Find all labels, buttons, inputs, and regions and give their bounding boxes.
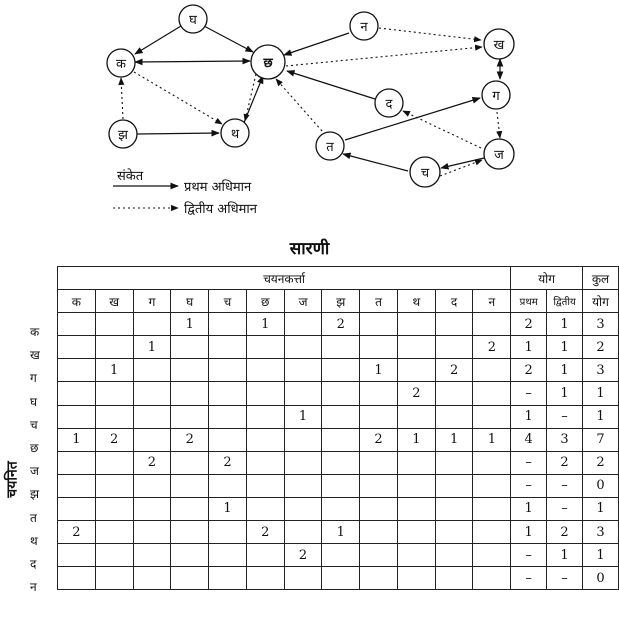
matrix-cell: 2 xyxy=(246,521,284,544)
count-second: 1 xyxy=(547,382,583,405)
table-row xyxy=(58,497,619,520)
count-total: 1 xyxy=(583,497,619,520)
matrix-cell: 1 xyxy=(95,359,133,382)
matrix-cell xyxy=(133,521,171,544)
node-tha xyxy=(221,119,249,147)
matrix-cell xyxy=(435,451,473,474)
matrix-cell xyxy=(246,359,284,382)
matrix-cell: 2 xyxy=(284,544,322,567)
matrix-cell xyxy=(58,382,96,405)
matrix-cell xyxy=(95,382,133,405)
side-label-chosen: चयनित xyxy=(4,461,21,498)
count-first: – xyxy=(511,451,547,474)
edge-ka-chha xyxy=(135,61,250,62)
edge-gha-chha xyxy=(204,26,253,52)
matrix-cell xyxy=(473,521,511,544)
row-label: छ xyxy=(30,440,39,455)
matrix-cell xyxy=(397,451,435,474)
svg-text:ज: ज xyxy=(494,148,504,163)
matrix-cell xyxy=(209,336,247,359)
matrix-cell xyxy=(95,313,133,336)
matrix-cell xyxy=(435,474,473,497)
node-ta xyxy=(316,132,344,160)
edge-gha-ka xyxy=(135,26,181,54)
matrix-cell: 1 xyxy=(284,405,322,428)
matrix-cell xyxy=(284,567,322,590)
matrix-cell: 2 xyxy=(133,451,171,474)
matrix-cell xyxy=(95,336,133,359)
legend-solid-label: प्रथम अधिमान xyxy=(184,180,252,195)
table-row xyxy=(58,544,619,567)
count-first: – xyxy=(511,474,547,497)
matrix-cell xyxy=(284,521,322,544)
matrix-cell xyxy=(171,521,209,544)
matrix-cell xyxy=(209,359,247,382)
row-label: झ xyxy=(30,487,40,502)
matrix-cell xyxy=(435,544,473,567)
count-total: 2 xyxy=(583,451,619,474)
edge-ta-ga xyxy=(345,98,480,140)
matrix-cell: 1 xyxy=(246,313,284,336)
node-cha xyxy=(410,157,440,187)
matrix-cell xyxy=(322,428,360,451)
matrix-cell: 1 xyxy=(58,428,96,451)
matrix-cell xyxy=(473,451,511,474)
matrix-cell xyxy=(58,544,96,567)
row-label: त xyxy=(30,510,37,525)
matrix-cell xyxy=(435,497,473,520)
matrix-cell xyxy=(95,544,133,567)
sociogram-diagram xyxy=(0,0,619,236)
matrix-cell xyxy=(284,382,322,405)
matrix-cell: 1 xyxy=(397,428,435,451)
matrix-cell xyxy=(133,359,171,382)
matrix-cell xyxy=(171,567,209,590)
matrix-cell: 2 xyxy=(397,382,435,405)
matrix-cell xyxy=(435,405,473,428)
edge-ja-cha xyxy=(441,158,484,168)
matrix-cell: 2 xyxy=(171,428,209,451)
matrix-cell xyxy=(171,359,209,382)
matrix-cell xyxy=(322,359,360,382)
edge-cha-ta xyxy=(343,154,408,171)
matrix-cell: 1 xyxy=(360,359,398,382)
header-first: प्रथम xyxy=(511,290,547,313)
node-gha xyxy=(179,5,207,33)
legend-title: संकेत xyxy=(117,169,144,184)
matrix-cell xyxy=(397,474,435,497)
column-header: घ xyxy=(171,290,209,313)
node-jha xyxy=(109,120,137,148)
matrix-cell: 2 xyxy=(473,336,511,359)
table-title: सारणी xyxy=(289,239,330,259)
matrix-cell xyxy=(397,336,435,359)
matrix-cell xyxy=(397,567,435,590)
matrix-cell xyxy=(360,474,398,497)
table-row xyxy=(58,428,619,451)
column-header: द xyxy=(435,290,473,313)
matrix-cell xyxy=(360,451,398,474)
count-second: 1 xyxy=(547,336,583,359)
matrix-cell: 1 xyxy=(473,428,511,451)
matrix-cell xyxy=(58,359,96,382)
edge-ja-da xyxy=(403,111,481,148)
row-labels xyxy=(30,321,40,599)
edge-jha-ka xyxy=(121,78,123,119)
matrix-cell xyxy=(360,567,398,590)
matrix-cell xyxy=(95,474,133,497)
node-na xyxy=(350,12,378,40)
matrix-cell xyxy=(322,497,360,520)
matrix-cell xyxy=(397,497,435,520)
matrix-cell xyxy=(246,497,284,520)
count-second: – xyxy=(547,405,583,428)
matrix-cell xyxy=(133,567,171,590)
matrix-cell xyxy=(171,382,209,405)
matrix-cell xyxy=(171,544,209,567)
count-second: – xyxy=(547,567,583,590)
svg-text:थ: थ xyxy=(230,127,240,142)
matrix-cell xyxy=(360,405,398,428)
matrix-cell xyxy=(209,313,247,336)
matrix-cell xyxy=(133,497,171,520)
node-ja xyxy=(484,139,514,169)
matrix-cell xyxy=(95,451,133,474)
count-total: 3 xyxy=(583,313,619,336)
matrix-cell xyxy=(209,521,247,544)
table-row xyxy=(58,313,619,336)
matrix-cell xyxy=(473,544,511,567)
matrix-cell xyxy=(209,382,247,405)
count-total: 7 xyxy=(583,428,619,451)
table-row xyxy=(58,474,619,497)
matrix-cell xyxy=(435,567,473,590)
sociomatrix-table xyxy=(57,266,619,590)
matrix-cell: 2 xyxy=(209,451,247,474)
table-row xyxy=(58,567,619,590)
edge-cha-ja xyxy=(440,160,482,176)
node-da xyxy=(375,89,403,117)
table-row xyxy=(58,382,619,405)
count-total: 0 xyxy=(583,474,619,497)
matrix-cell xyxy=(246,336,284,359)
table-row xyxy=(58,451,619,474)
row-label: ग xyxy=(30,371,37,386)
matrix-cell xyxy=(397,405,435,428)
matrix-cell: 1 xyxy=(133,336,171,359)
matrix-cell xyxy=(95,497,133,520)
header-second: द्वितीय xyxy=(547,290,583,313)
matrix-cell xyxy=(322,336,360,359)
count-first: – xyxy=(511,382,547,405)
header-grand-line1: कुल xyxy=(583,267,619,290)
count-second: 1 xyxy=(547,359,583,382)
count-total: 2 xyxy=(583,336,619,359)
edge-ka-tha xyxy=(134,72,222,124)
matrix-cell xyxy=(95,405,133,428)
matrix-cell xyxy=(322,451,360,474)
matrix-cell xyxy=(360,313,398,336)
svg-text:त: त xyxy=(326,140,334,155)
count-second: 2 xyxy=(547,521,583,544)
count-first: – xyxy=(511,544,547,567)
matrix-cell xyxy=(473,313,511,336)
count-second: 3 xyxy=(547,428,583,451)
table-row xyxy=(58,359,619,382)
edge-ta-chha xyxy=(276,79,322,131)
svg-text:घ: घ xyxy=(189,13,197,28)
table-row xyxy=(58,405,619,428)
matrix-cell xyxy=(58,451,96,474)
count-first: 2 xyxy=(511,359,547,382)
matrix-cell xyxy=(209,474,247,497)
node-ka xyxy=(107,49,135,77)
count-second: – xyxy=(547,497,583,520)
count-first: – xyxy=(511,567,547,590)
matrix-cell xyxy=(360,336,398,359)
header-total: योग xyxy=(511,267,583,290)
matrix-cell: 2 xyxy=(435,359,473,382)
column-header: च xyxy=(209,290,247,313)
row-label: च xyxy=(30,417,38,432)
matrix-cell xyxy=(171,474,209,497)
column-header: थ xyxy=(397,290,435,313)
matrix-cell xyxy=(473,405,511,428)
edge-da-chha xyxy=(287,71,375,99)
matrix-cell xyxy=(209,405,247,428)
matrix-cell xyxy=(473,474,511,497)
matrix-cell xyxy=(435,313,473,336)
row-label: न xyxy=(30,580,37,595)
matrix-cell xyxy=(360,497,398,520)
count-first: 1 xyxy=(511,521,547,544)
matrix-cell xyxy=(397,359,435,382)
column-header: झ xyxy=(322,290,360,313)
matrix-cell: 2 xyxy=(322,313,360,336)
matrix-cell xyxy=(133,382,171,405)
row-label: थ xyxy=(30,533,38,548)
matrix-cell xyxy=(473,359,511,382)
svg-text:न: न xyxy=(360,20,368,35)
edge-chha-kha xyxy=(286,47,482,66)
matrix-cell xyxy=(473,382,511,405)
node-chha xyxy=(251,45,285,79)
count-total: 1 xyxy=(583,544,619,567)
matrix-cell xyxy=(171,336,209,359)
matrix-cell xyxy=(246,405,284,428)
matrix-cell xyxy=(284,474,322,497)
matrix-cell: 2 xyxy=(95,428,133,451)
svg-text:झ: झ xyxy=(118,128,128,143)
count-total: 1 xyxy=(583,382,619,405)
matrix-cell xyxy=(322,405,360,428)
matrix-cell xyxy=(284,359,322,382)
count-total: 3 xyxy=(583,359,619,382)
matrix-cell xyxy=(133,428,171,451)
matrix-cell xyxy=(58,336,96,359)
matrix-cell xyxy=(58,567,96,590)
edge-tha-chha xyxy=(243,76,263,125)
column-header: ज xyxy=(284,290,322,313)
matrix-cell: 1 xyxy=(171,313,209,336)
matrix-cell xyxy=(95,521,133,544)
column-header: त xyxy=(360,290,398,313)
column-header: ख xyxy=(95,290,133,313)
matrix-cell xyxy=(284,497,322,520)
count-total: 3 xyxy=(583,521,619,544)
matrix-cell: 2 xyxy=(58,521,96,544)
matrix-cell xyxy=(322,567,360,590)
matrix-cell xyxy=(397,313,435,336)
matrix-cell xyxy=(435,382,473,405)
count-first: 1 xyxy=(511,405,547,428)
node-kha xyxy=(484,29,514,59)
matrix-cell xyxy=(171,405,209,428)
legend-dotted-label: द्वितीय अधिमान xyxy=(184,202,257,217)
matrix-cell xyxy=(58,405,96,428)
matrix-cell xyxy=(209,544,247,567)
matrix-cell xyxy=(360,544,398,567)
column-header: क xyxy=(58,290,96,313)
matrix-cell xyxy=(133,313,171,336)
matrix-cell xyxy=(435,336,473,359)
matrix-cell xyxy=(397,521,435,544)
count-first: 2 xyxy=(511,313,547,336)
count-total: 0 xyxy=(583,567,619,590)
matrix-cell xyxy=(171,451,209,474)
svg-text:च: च xyxy=(420,166,430,181)
row-label: घ xyxy=(30,394,38,409)
matrix-cell xyxy=(435,521,473,544)
column-header: ग xyxy=(133,290,171,313)
matrix-cell xyxy=(322,474,360,497)
header-choosers: चयनकर्त्ता xyxy=(58,267,511,290)
node-ga xyxy=(482,81,510,109)
count-second: – xyxy=(547,474,583,497)
matrix-cell xyxy=(322,382,360,405)
svg-text:क: क xyxy=(116,57,126,72)
edge-jha-tha xyxy=(137,133,219,134)
row-label: ज xyxy=(30,464,39,479)
matrix-cell xyxy=(284,451,322,474)
matrix-cell xyxy=(284,336,322,359)
edge-na-kha xyxy=(379,28,481,40)
matrix-cell xyxy=(133,544,171,567)
count-first: 1 xyxy=(511,497,547,520)
matrix-cell xyxy=(209,567,247,590)
matrix-cell xyxy=(284,428,322,451)
edge-na-chha xyxy=(284,33,349,55)
matrix-cell xyxy=(473,567,511,590)
matrix-cell xyxy=(473,497,511,520)
matrix-cell xyxy=(360,382,398,405)
count-second: 1 xyxy=(547,313,583,336)
matrix-cell: 1 xyxy=(322,521,360,544)
matrix-cell xyxy=(322,544,360,567)
matrix-cell xyxy=(133,405,171,428)
matrix-cell xyxy=(246,544,284,567)
count-second: 2 xyxy=(547,451,583,474)
matrix-cell xyxy=(209,428,247,451)
header-grand-line2: योग xyxy=(583,290,619,313)
matrix-cell xyxy=(246,474,284,497)
matrix-cell xyxy=(246,428,284,451)
matrix-cell xyxy=(397,544,435,567)
svg-text:ख: ख xyxy=(493,38,505,53)
svg-text:ग: ग xyxy=(492,89,500,104)
matrix-cell xyxy=(58,474,96,497)
matrix-cell xyxy=(133,474,171,497)
row-label: ख xyxy=(30,348,40,363)
matrix-cell xyxy=(171,497,209,520)
matrix-cell xyxy=(58,313,96,336)
matrix-cell xyxy=(246,567,284,590)
count-first: 1 xyxy=(511,336,547,359)
column-header: छ xyxy=(246,290,284,313)
count-total: 1 xyxy=(583,405,619,428)
table-row xyxy=(58,521,619,544)
matrix-cell xyxy=(284,313,322,336)
svg-text:द: द xyxy=(385,97,393,112)
column-header: न xyxy=(473,290,511,313)
matrix-cell: 2 xyxy=(360,428,398,451)
matrix-cell xyxy=(246,451,284,474)
matrix-cell: 1 xyxy=(209,497,247,520)
table-row xyxy=(58,336,619,359)
matrix-cell xyxy=(95,567,133,590)
edge-ga-ja xyxy=(497,112,500,138)
matrix-cell xyxy=(58,497,96,520)
matrix-cell xyxy=(360,521,398,544)
count-second: 1 xyxy=(547,544,583,567)
svg-text:छ: छ xyxy=(263,56,273,71)
matrix-cell: 1 xyxy=(435,428,473,451)
count-first: 4 xyxy=(511,428,547,451)
row-label: द xyxy=(30,556,37,571)
row-label: क xyxy=(30,325,40,339)
matrix-cell xyxy=(246,382,284,405)
